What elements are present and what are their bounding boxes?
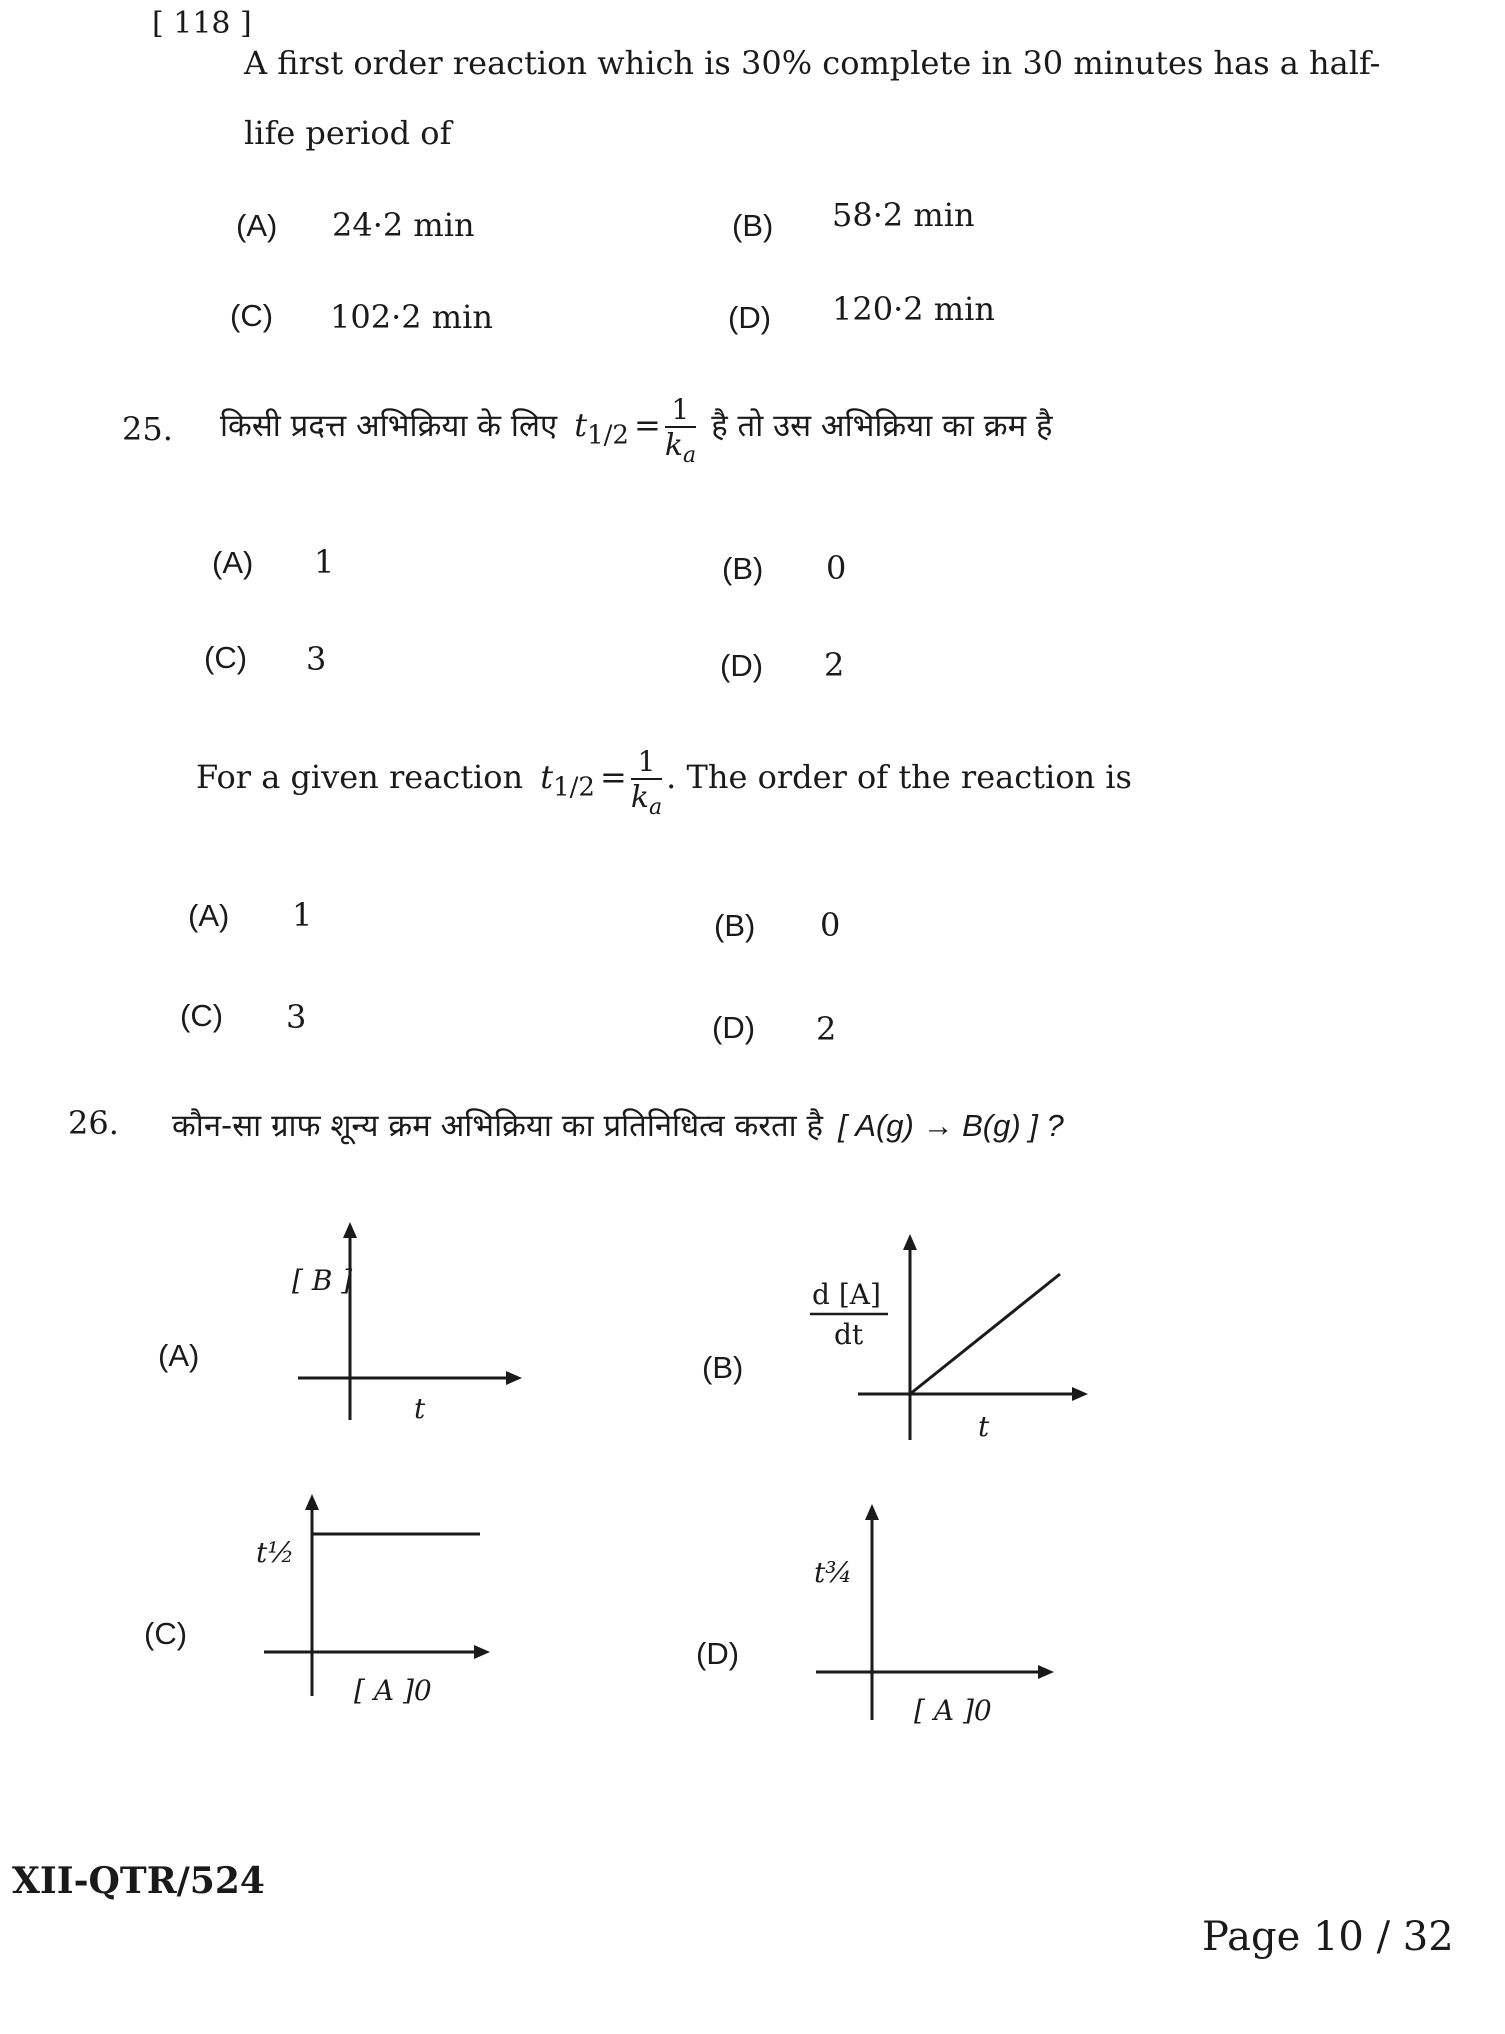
q24-option-a-value: 24·2 min: [332, 206, 475, 244]
q25-english-pre: For a given reaction: [196, 758, 524, 796]
q25-english-post: . The order of the reaction is: [666, 758, 1132, 796]
q25-en-formula-t: $t_{1/2}$: [540, 758, 595, 803]
question-code: [ 118 ]: [152, 6, 252, 41]
graph-d-ylabel: t¾: [814, 1556, 853, 1589]
q25-en-option-a-label[interactable]: (A): [188, 898, 230, 933]
q25-hi-option-c-label[interactable]: (C): [204, 640, 248, 675]
q25-en-option-c-label[interactable]: (C): [180, 998, 224, 1033]
q25-hi-option-c-value: 3: [306, 640, 327, 678]
q25-en-option-b-label[interactable]: (B): [714, 908, 756, 943]
footer-code: XII-QTR/524: [12, 1860, 265, 1902]
graph-c-ylabel: t½: [256, 1536, 295, 1569]
q25-formula-t: $t_{1/2}$: [574, 406, 629, 451]
graph-d-y-arrow: [865, 1504, 879, 1520]
q25-english-question: For a given reaction $t_{1/2}$ = $\frac{1}{k_a}$ . The order of the reaction is: [196, 745, 1132, 820]
q25-hindi-post: है तो उस अभिक्रिया का क्रम है: [711, 408, 1053, 444]
graph-d[interactable]: [800, 1500, 1070, 1740]
q25-hi-option-d-label[interactable]: (D): [720, 648, 764, 683]
q26-reaction: [ A(g) → B(g) ] ?: [838, 1108, 1064, 1143]
q24-option-d-label[interactable]: (D): [728, 300, 772, 335]
graph-a-y-arrow: [343, 1222, 357, 1238]
q25-en-option-d-value: 2: [816, 1010, 837, 1048]
graph-a-ylabel: [ B ]: [292, 1264, 353, 1297]
q24-text-line1: A first order reaction which is 30% complete in 30 minutes has a half-: [244, 44, 1381, 82]
q24-option-c-value: 102·2 min: [330, 298, 493, 336]
graph-d-xlabel: [ A ]0: [914, 1694, 992, 1727]
q24-option-c-label[interactable]: (C): [230, 298, 274, 333]
q24-text-line2: life period of: [244, 114, 452, 152]
q25-hi-option-b-value: 0: [826, 549, 847, 587]
graph-c-x-arrow: [474, 1645, 490, 1659]
q25-en-option-c-value: 3: [286, 998, 307, 1036]
graph-b-ylabel-num: d [A]: [812, 1278, 881, 1311]
graph-b-ylabel-den: dt: [834, 1318, 864, 1351]
q26-option-a-label[interactable]: (A): [158, 1338, 200, 1373]
q25-hindi-question: किसी प्रदत्त अभिक्रिया के लिए $t_{1/2}$ = $\frac{1}{k_a}$ है तो उस अभिक्रिया का क्रम है: [220, 393, 1053, 468]
q24-option-b-value: 58·2 min: [832, 196, 975, 234]
q25-en-formula-fraction: $\frac{1}{k_a}$: [630, 745, 663, 820]
q26-hindi-text: कौन-सा ग्राफ शून्य क्रम अभिक्रिया का प्रतिनिधित्व करता है: [172, 1108, 823, 1144]
graph-b-y-arrow: [903, 1234, 917, 1250]
q26-option-b-label[interactable]: (B): [702, 1350, 744, 1385]
q24-option-d-value: 120·2 min: [832, 290, 995, 328]
q25-hi-option-b-label[interactable]: (B): [722, 551, 764, 586]
q26-option-c-label[interactable]: (C): [144, 1616, 188, 1651]
graph-b-xlabel: t: [978, 1410, 990, 1443]
q25-hi-option-a-value: 1: [314, 543, 335, 581]
graph-b-x-arrow: [1072, 1387, 1088, 1401]
q26-number: 26.: [68, 1104, 119, 1142]
graph-b-line: [910, 1274, 1060, 1394]
graph-a-x-arrow: [506, 1371, 522, 1385]
graph-a-xlabel: t: [414, 1392, 426, 1425]
graph-c-xlabel: [ A ]0: [354, 1674, 432, 1707]
q26-question: [172, 1104, 1064, 1146]
q25-hi-option-a-label[interactable]: (A): [212, 545, 254, 580]
q25-en-option-a-value: 1: [292, 896, 313, 934]
q25-hindi-pre: किसी प्रदत्त अभिक्रिया के लिए: [220, 408, 558, 444]
graph-a[interactable]: [290, 1220, 530, 1430]
q25-hi-option-d-value: 2: [824, 646, 845, 684]
q25-number: 25.: [122, 410, 173, 448]
q24-option-a-label[interactable]: (A): [236, 208, 278, 243]
graph-c-y-arrow: [305, 1494, 319, 1510]
q25-en-option-b-value: 0: [820, 906, 841, 944]
q26-option-d-label[interactable]: (D): [696, 1636, 740, 1671]
graph-b[interactable]: [800, 1230, 1100, 1450]
page-number: Page 10 / 32: [1202, 1914, 1454, 1960]
graph-d-x-arrow: [1038, 1665, 1054, 1679]
graph-c[interactable]: [250, 1490, 500, 1720]
q25-formula-fraction: $\frac{1}{k_a}$: [664, 393, 697, 468]
q24-option-b-label[interactable]: (B): [732, 208, 774, 243]
q25-en-option-d-label[interactable]: (D): [712, 1010, 756, 1045]
